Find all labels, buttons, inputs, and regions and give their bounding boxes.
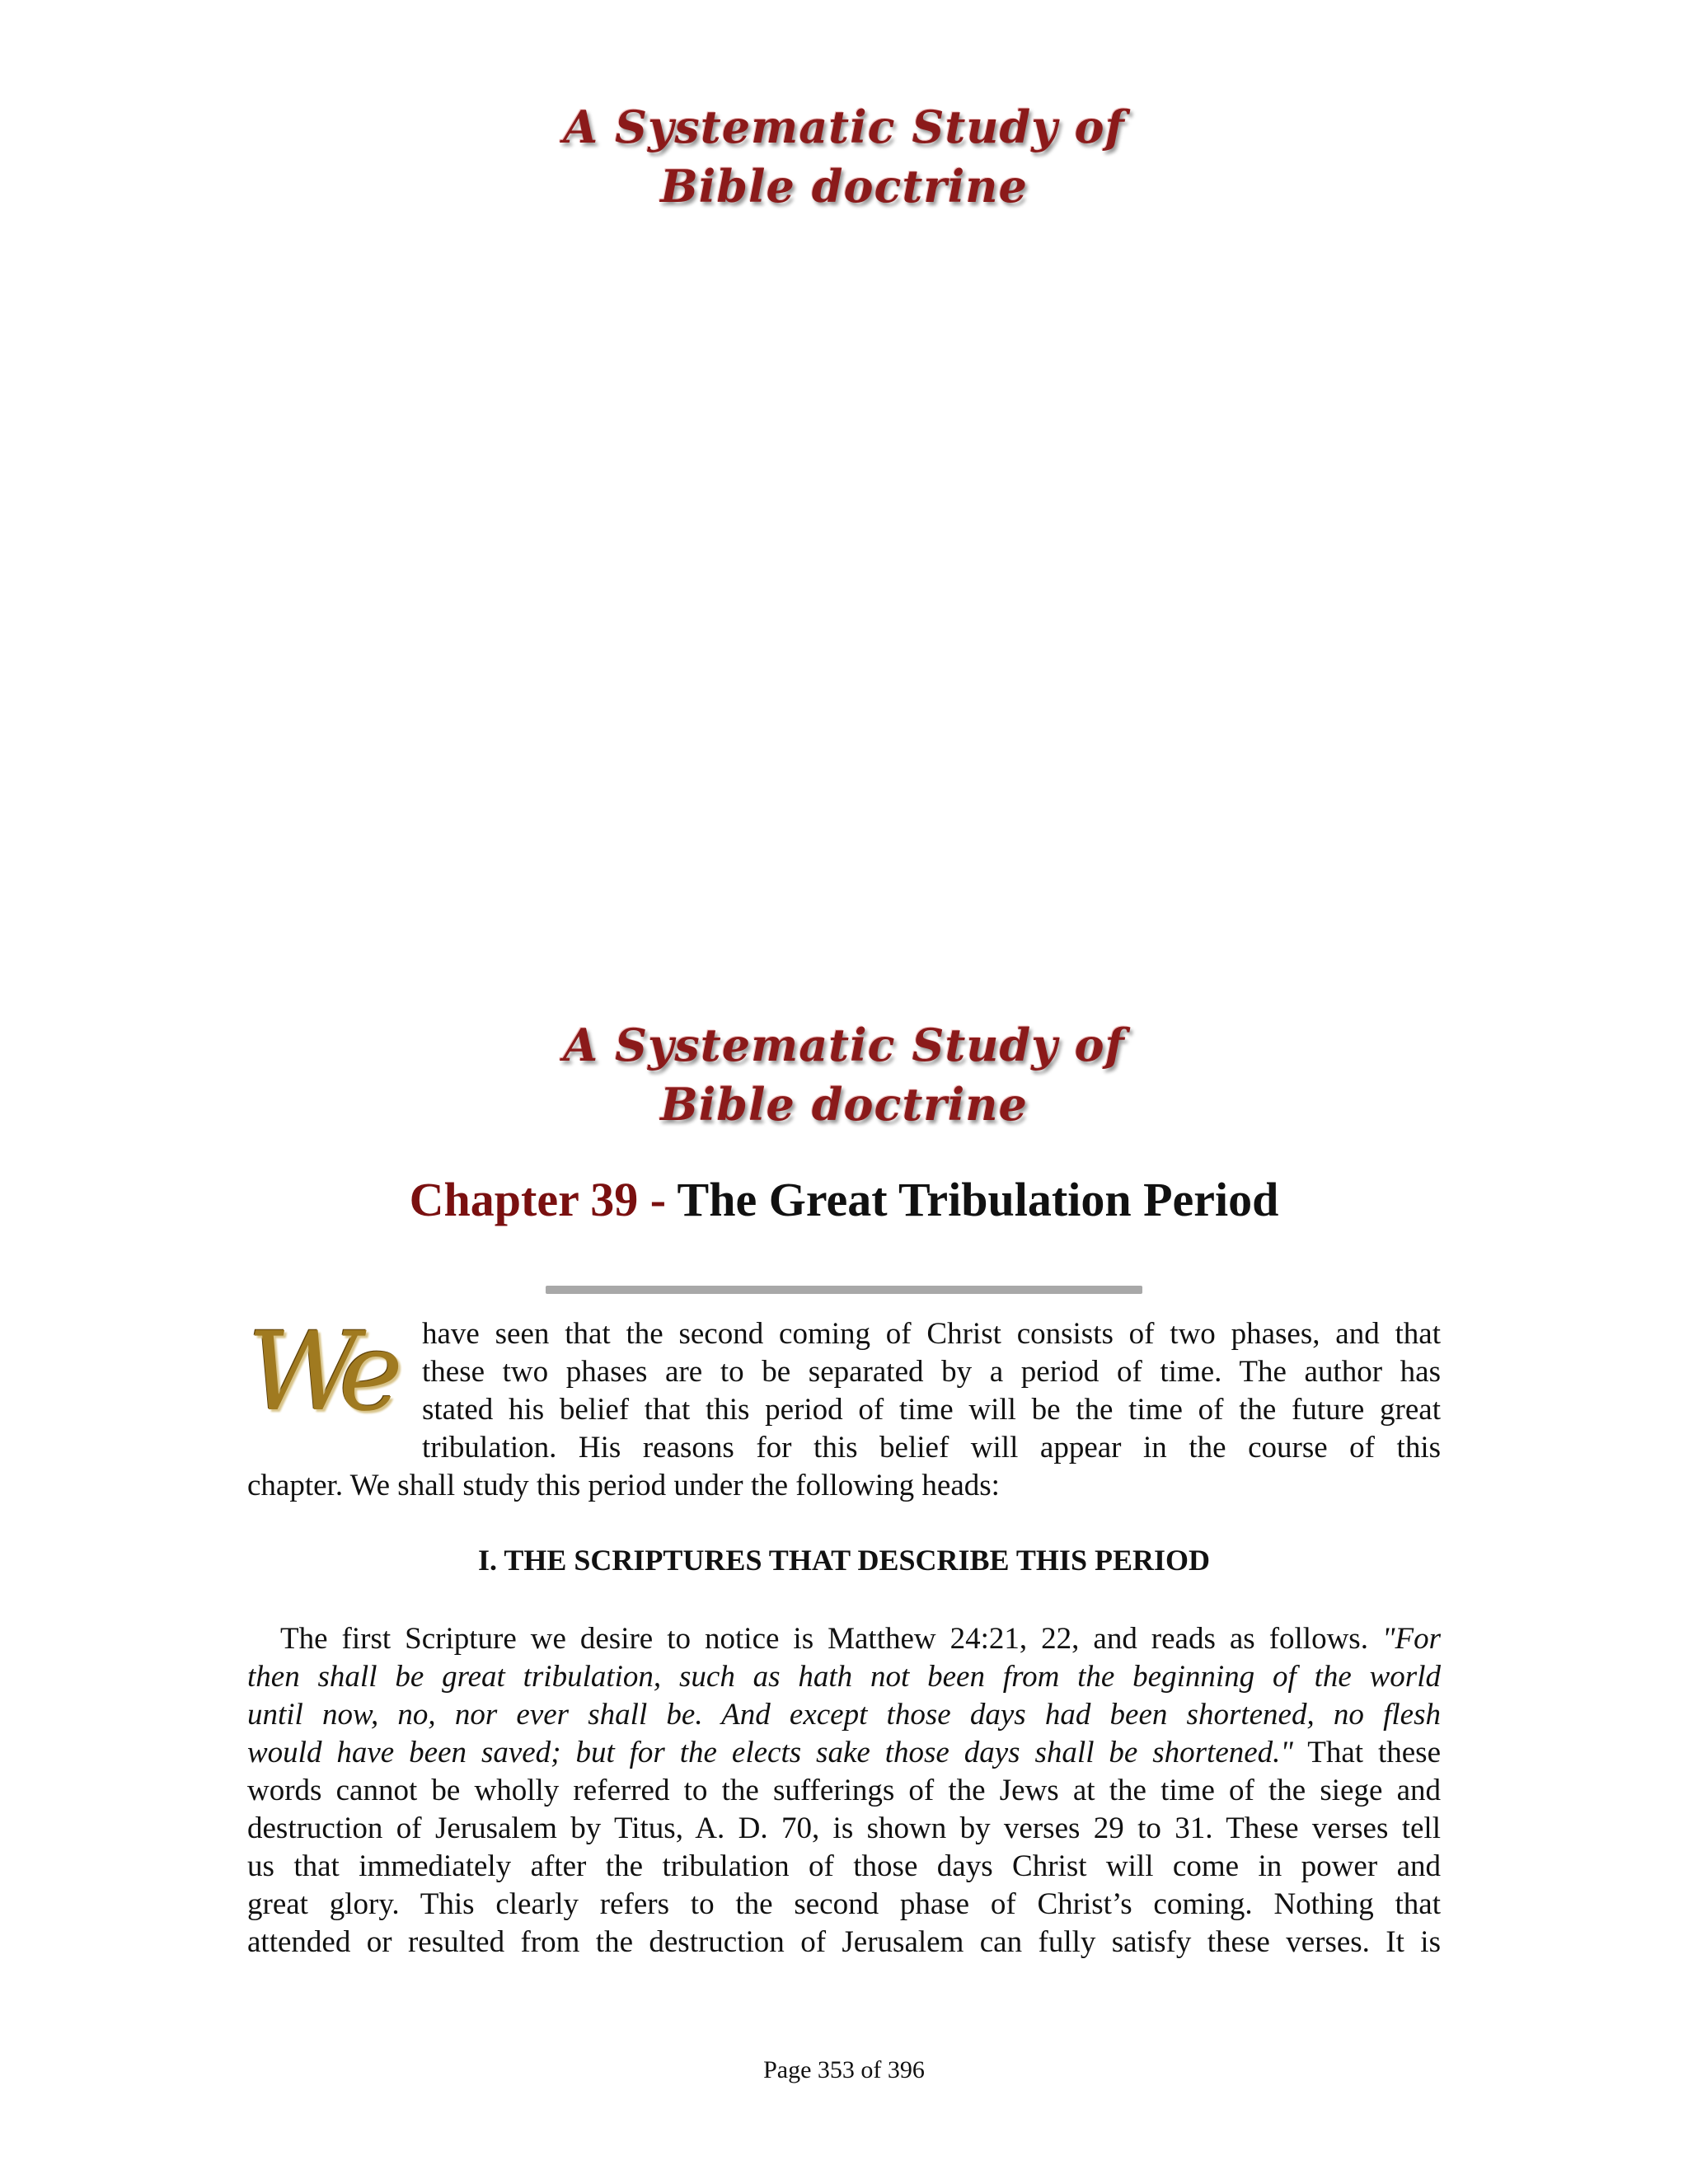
body-line: great glory. This clearly refers to the second phase of Christ’s coming. Nothing that [247, 1887, 1441, 1921]
body-line: destruction of Jerusalem by Titus, A. D. 70, is shown by verses 29 to 31. These verses tell [247, 1811, 1441, 1845]
intro-paragraph [422, 1315, 1441, 1467]
body-line [247, 1734, 1441, 1772]
scripture-quote-line: until now, no, nor ever shall be. And except those days had been shortened, no flesh [247, 1698, 1441, 1732]
body-line: words cannot be wholly referred to the sufferings of the Jews at the time of the siege and [247, 1774, 1441, 1807]
intro-line: stated his belief that this period of time will be the time of the future great [422, 1393, 1441, 1427]
drop-cap-initial: We [247, 1309, 392, 1436]
scripture-quote-line: then shall be great tribulation, such as hath not been from the beginning of the world [247, 1660, 1441, 1694]
chapter-title: The Great Tribulation Period [677, 1173, 1279, 1226]
book-title-banner-top [0, 97, 1688, 216]
scripture-quote: would have been saved; but for the elects sake those days shall be shortened." [247, 1736, 1293, 1769]
body-line: attended or resulted from the destruction of Jerusalem can fully satisfy these verses. It is [247, 1925, 1441, 1959]
chapter-dash: - [649, 1173, 667, 1226]
chapter-number: Chapter 39 [409, 1173, 639, 1226]
banner-line-2: Bible doctrine [660, 1078, 1028, 1131]
horizontal-rule [546, 1286, 1142, 1294]
page-number: Page 353 of 396 [763, 2056, 925, 2083]
book-title-banner-chapter [0, 1015, 1688, 1134]
chapter-heading [0, 1169, 1688, 1231]
intro-last-line: chapter. We shall study this period under the following heads: [247, 1469, 1000, 1502]
body-line [247, 1620, 1441, 1658]
scripture-quote: "For [1381, 1622, 1441, 1656]
intro-line: tribulation. His reasons for this belief will appear in the course of this [422, 1431, 1441, 1465]
intro-line: have seen that the second coming of Christ consists of two phases, and that [422, 1317, 1441, 1351]
body-line: us that immediately after the tribulation of those days Christ will come in power and [247, 1849, 1441, 1883]
intro-line: these two phases are to be separated by a period of time. The author has [422, 1355, 1441, 1389]
body-text: The first Scripture we desire to notice is Matthew 24:21, 22, and reads as follows. [280, 1622, 1382, 1656]
banner-line-1: A Systematic Study of [563, 101, 1125, 153]
body-text: That these [1292, 1736, 1441, 1769]
banner-line-2: Bible doctrine [660, 160, 1028, 213]
body-paragraph [247, 1620, 1441, 1961]
banner-line-1: A Systematic Study of [563, 1019, 1125, 1071]
section-heading: I. THE SCRIPTURES THAT DESCRIBE THIS PERIOD [478, 1544, 1210, 1577]
